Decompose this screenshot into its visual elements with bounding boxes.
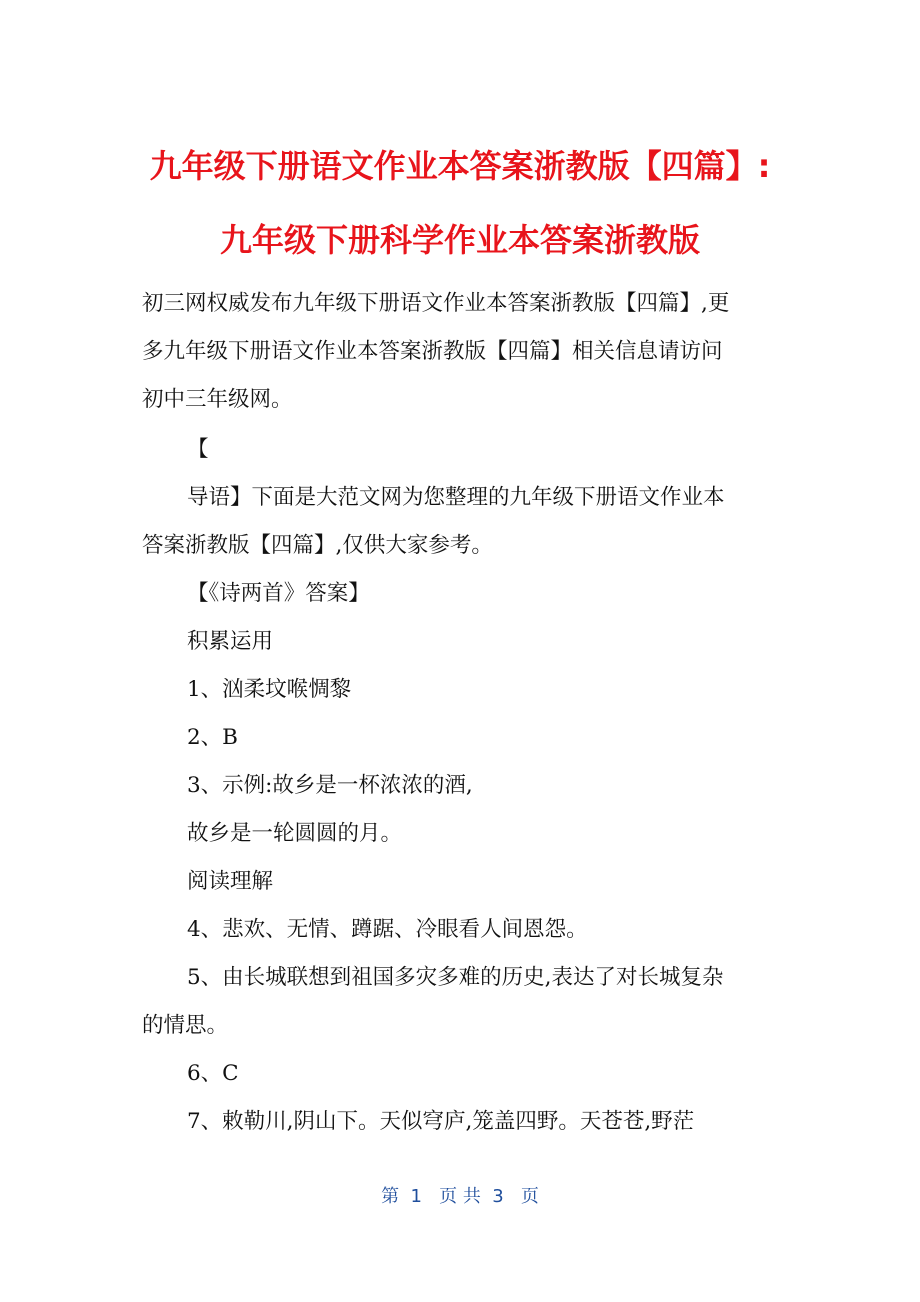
answer-item-4: 4、悲欢、无情、蹲踞、冷眼看人间恩怨。 — [187, 917, 588, 942]
intro-line: 初中三年级网。 — [142, 387, 293, 412]
section-heading: 【《诗两首》答案】 — [187, 581, 370, 606]
intro-line: 多九年级下册语文作业本答案浙教版【四篇】相关信息请访问 — [142, 339, 723, 364]
answer-item-3-continued: 故乡是一轮圆圆的月。 — [187, 821, 403, 846]
answer-item-3: 3、示例:故乡是一杯浓浓的酒, — [187, 773, 473, 798]
sub-heading-accumulate: 积累运用 — [187, 629, 274, 654]
guide-paragraph — [142, 426, 782, 570]
guide-line: 答案浙教版【四篇】,仅供大家参考。 — [142, 533, 493, 558]
title-line-2: 九年级下册科学作业本答案浙教版 — [219, 221, 700, 259]
intro-line: 初三网权威发布九年级下册语文作业本答案浙教版【四篇】,更 — [142, 291, 730, 316]
answer-item-1: 1、汹柔坟喉惆黎 — [187, 677, 352, 702]
sub-heading-reading: 阅读理解 — [187, 869, 274, 894]
answer-item-7: 7、敕勒川,阴山下。天似穹庐,笼盖四野。天苍苍,野茫 — [187, 1109, 695, 1134]
bracket-open: 【 — [187, 437, 209, 462]
answer-item-5: 5、由长城联想到祖国多灾多难的历史,表达了对长城复杂 — [187, 965, 724, 990]
answer-list — [142, 570, 782, 1146]
answer-item-6: 6、C — [187, 1061, 239, 1086]
title-line-1: 九年级下册语文作业本答案浙教版【四篇】: — [149, 147, 771, 185]
guide-line: 导语】下面是大范文网为您整理的九年级下册语文作业本 — [187, 485, 725, 510]
answer-item-5-continued: 的情思。 — [142, 1013, 229, 1038]
page-number-footer: 第 1 页 共 3 页 — [381, 1186, 539, 1207]
intro-paragraph — [142, 280, 782, 424]
answer-item-2: 2、B — [187, 725, 238, 750]
